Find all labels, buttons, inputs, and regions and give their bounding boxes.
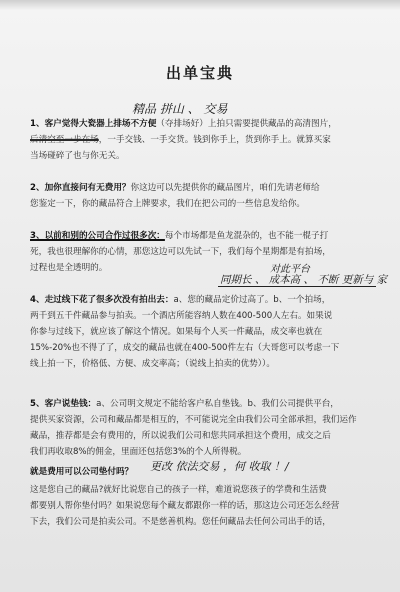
section-5 bbox=[30, 396, 378, 460]
section-4-line-2: 两千到五千件藏品参与拍卖。一个酒店所能容纳人数在400-500人左右。如果说 bbox=[30, 311, 333, 321]
section-6-line-3: 都要别人帮你垫付吗？如果说您每个藏友都跟你一样的话，那这边公司还怎么经营 bbox=[30, 501, 340, 511]
section-5-answer-1: a、公司明文规定不能给客户私自垫钱。b、我们公司提供平台， bbox=[96, 399, 339, 409]
section-6-line-4: 下去，我们公司是拍卖公司。不是慈善机构。您任何藏品去任何公司出手的话， bbox=[30, 517, 331, 527]
handwritten-underline-4 bbox=[218, 286, 376, 287]
section-1-answer-1: 上拍只需要提供藏品的高清图片， bbox=[207, 119, 337, 129]
section-1-struck-text: 后清空至一步在场 bbox=[30, 135, 99, 145]
section-4-question: 4、走过线下花了很多次没有拍出去： bbox=[30, 295, 174, 305]
section-2-line-2: 您鉴定一下，你的藏品符合上牌要求，我们在把公司的一些信息发给你。 bbox=[30, 199, 306, 209]
section-3-line-3: 过程也是全透明的。 bbox=[30, 263, 108, 273]
section-5-line-3: 藏品，推荐都是会有费用的，所以说我们公司和您共同承担这个费用，成交之后 bbox=[30, 431, 331, 441]
section-4-line-4: 15%-20%也不得了了，成交的藏品也就在400-500件左右（大哥您可以考虑一下 bbox=[30, 343, 340, 353]
section-3 bbox=[30, 228, 378, 276]
section-4-line-3: 你参与过线下，就应该了解这个情况。如果每个人买一件藏品，成交率也就在 bbox=[30, 327, 323, 337]
handwritten-note-6: 更改 依法交易 ，何 收取 ！/ bbox=[150, 460, 289, 473]
section-1-line-3: 当场碰碎了也与你无关。 bbox=[30, 151, 125, 161]
section-5-line-4: 我们再收取8%的佣金，里面还包括您3%的个人所得税。 bbox=[30, 447, 247, 457]
top-shadow bbox=[0, 0, 400, 10]
handwritten-note-3: 对此平台 bbox=[270, 264, 310, 275]
section-2 bbox=[30, 180, 378, 212]
section-5-line-2: 提供买家资源，公司和藏品都是相互的，不可能说完全由我们公司全部承担，我们运作 bbox=[30, 415, 357, 425]
section-5-line-1 bbox=[30, 396, 378, 412]
section-3-answer-1: 每个市场都是鱼龙混杂的，也不能一棍子打 bbox=[164, 231, 329, 241]
section-1-line-1 bbox=[30, 116, 378, 132]
handwritten-note-1: 精品 拼山 、 交易 bbox=[132, 102, 228, 116]
document-title: 出单宝典 bbox=[165, 64, 234, 82]
section-1-answer-2: ，一手交钱、一手交货。钱到你手上，货到你手上。就算买家 bbox=[98, 135, 331, 145]
section-2-question: 2、加你直接问有无费用？ bbox=[30, 183, 131, 193]
section-2-answer-1: 你这边可以先提供你的藏品图片，咱们先请老师给 bbox=[130, 183, 320, 193]
section-1-question-note: （夺排场好） bbox=[156, 119, 208, 129]
section-6-body bbox=[30, 482, 378, 530]
section-1-line-2 bbox=[30, 132, 378, 148]
section-3-line-1 bbox=[30, 228, 378, 244]
section-4-line-1 bbox=[30, 292, 378, 308]
section-1-question: 1、客户觉得大瓷器上排场不方便 bbox=[30, 119, 157, 129]
section-2-line-1 bbox=[30, 180, 378, 196]
section-3-question: 3、以前和别的公司合作过很多次： bbox=[30, 231, 165, 241]
section-4-line-5: 线上拍一下，价格低、方便、成交率高；（说线上拍卖的优势））。 bbox=[30, 359, 275, 369]
section-6-line-2: 这是您自己的藏品?就好比说您自己的孩子一样，难道说您孩子的学费和生活费 bbox=[30, 485, 327, 495]
section-5-question: 5、客户说垫钱： bbox=[30, 399, 97, 409]
section-4 bbox=[30, 292, 378, 372]
section-3-line-2: 死，我也很理解你的心情，那您这边可以先试一下，我们每个星期都是有拍场， bbox=[30, 247, 331, 257]
handwritten-note-4: 同期长 、 成本高 、 不断 更新与 家 bbox=[220, 274, 388, 286]
section-1 bbox=[30, 116, 378, 164]
section-4-answer-1: a、您的藏品定价过高了。b、一个拍场， bbox=[173, 295, 331, 305]
section-6-question: 就是费用可以公司垫付吗？ bbox=[30, 467, 134, 477]
